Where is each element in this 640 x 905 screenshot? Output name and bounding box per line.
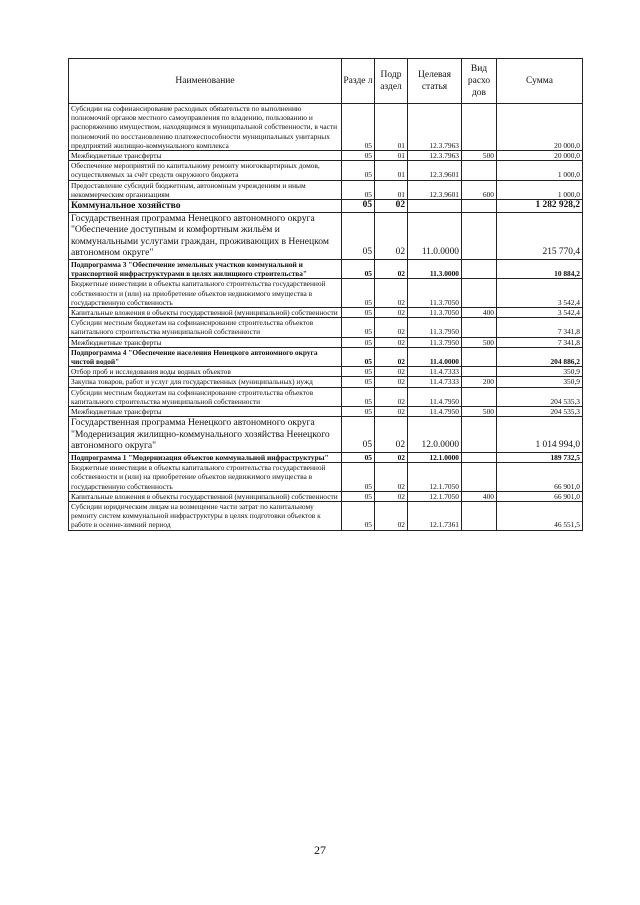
cell-name: Бюджетные инвестиции в объекты капитального строительства государственной собственности и (или) на приобретение объектов недвижимого имущества в государственную собственность — [69, 463, 342, 492]
cell-sum: 215 770,4 — [497, 212, 583, 259]
cell-vid — [462, 453, 497, 463]
cell-sum: 1 282 928,2 — [497, 200, 583, 213]
table-row — [69, 367, 583, 377]
table-row — [69, 318, 583, 337]
cell-podrazdel: 02 — [375, 387, 408, 406]
cell-razdel: 05 — [342, 279, 375, 308]
table-row — [69, 387, 583, 406]
table-row — [69, 279, 583, 308]
cell-vid — [462, 212, 497, 259]
cell-vid: 200 — [462, 377, 497, 387]
cell-vid — [462, 161, 497, 180]
cell-target: 12.1.7050 — [408, 463, 462, 492]
table-body — [69, 104, 583, 531]
table-row — [69, 337, 583, 347]
cell-podrazdel: 02 — [375, 347, 408, 366]
table-row — [69, 377, 583, 387]
cell-target: 11.4.7333 — [408, 377, 462, 387]
cell-vid — [462, 260, 497, 279]
cell-podrazdel: 01 — [375, 104, 408, 151]
cell-target: 11.3.7050 — [408, 279, 462, 308]
cell-target: 12.1.0000 — [408, 453, 462, 463]
cell-razdel: 05 — [342, 407, 375, 417]
cell-sum: 20 000,0 — [497, 151, 583, 161]
cell-razdel: 05 — [342, 347, 375, 366]
col-header-podrazdel: Подр аздел — [375, 59, 408, 104]
cell-vid: 600 — [462, 180, 497, 199]
cell-razdel: 05 — [342, 200, 375, 213]
cell-target: 12.3.7963 — [408, 151, 462, 161]
table-row — [69, 463, 583, 492]
cell-sum: 46 551,5 — [497, 502, 583, 531]
cell-vid — [462, 347, 497, 366]
cell-podrazdel: 02 — [375, 417, 408, 453]
cell-podrazdel: 02 — [375, 337, 408, 347]
cell-vid — [462, 200, 497, 213]
table-row — [69, 308, 583, 318]
cell-name: Предоставление субсидий бюджетным, автономным учреждениям и иным некоммерческим организациям — [69, 180, 342, 199]
cell-sum: 204 535,3 — [497, 407, 583, 417]
col-header-sum: Сумма — [497, 59, 583, 104]
cell-razdel: 05 — [342, 491, 375, 501]
cell-vid — [462, 387, 497, 406]
cell-name: Субсидии местным бюджетам на софинансирование строительства объектов капитального строительства муниципальной собственности — [69, 318, 342, 337]
cell-razdel: 05 — [342, 417, 375, 453]
cell-vid — [462, 502, 497, 531]
cell-podrazdel: 01 — [375, 161, 408, 180]
cell-sum: 204 535,3 — [497, 387, 583, 406]
cell-razdel: 05 — [342, 463, 375, 492]
cell-name: Государственная программа Ненецкого автономного округа "Обеспечение доступным и комфортным жильём и коммунальными услугами граждан, проживающих в Ненецком автономном округе" — [69, 212, 342, 259]
cell-razdel: 05 — [342, 453, 375, 463]
cell-name: Бюджетные инвестиции в объекты капитального строительства государственной собственности и (или) на приобретение объектов недвижимого имущества в государственную собственность — [69, 279, 342, 308]
table-row — [69, 502, 583, 531]
cell-name: Коммунальное хозяйство — [69, 200, 342, 213]
cell-name: Субсидии юридическим лицам на возмещение части затрат по капитальному ремонту систем коммунальной инфраструктуры в целях подготовки объектов к работе в осенне-зимний период — [69, 502, 342, 531]
cell-vid: 500 — [462, 151, 497, 161]
cell-vid: 500 — [462, 407, 497, 417]
cell-name: Капитальные вложения в объекты государственной (муниципальной) собственности — [69, 308, 342, 318]
cell-target — [408, 200, 462, 213]
cell-target: 12.0.0000 — [408, 417, 462, 453]
cell-target: 11.3.7950 — [408, 337, 462, 347]
col-header-razdel: Разде л — [342, 59, 375, 104]
cell-name: Межбюджетные трансферты — [69, 337, 342, 347]
cell-razdel: 05 — [342, 151, 375, 161]
cell-target: 12.3.7963 — [408, 104, 462, 151]
cell-target: 12.1.7361 — [408, 502, 462, 531]
table-row — [69, 200, 583, 213]
cell-target: 11.0.0000 — [408, 212, 462, 259]
cell-target: 11.4.0000 — [408, 347, 462, 366]
table-row — [69, 161, 583, 180]
cell-podrazdel: 02 — [375, 367, 408, 377]
cell-name: Межбюджетные трансферты — [69, 407, 342, 417]
cell-razdel: 05 — [342, 318, 375, 337]
table-row — [69, 453, 583, 463]
cell-sum: 3 542,4 — [497, 308, 583, 318]
cell-razdel: 05 — [342, 180, 375, 199]
cell-razdel: 05 — [342, 260, 375, 279]
budget-table — [68, 58, 583, 531]
cell-target: 12.3.9601 — [408, 180, 462, 199]
cell-podrazdel: 02 — [375, 407, 408, 417]
cell-name: Подпрограмма 1 "Модернизация объектов коммунальной инфраструктуры" — [69, 453, 342, 463]
cell-sum: 20 000,0 — [497, 104, 583, 151]
cell-vid: 400 — [462, 491, 497, 501]
cell-sum: 1 000,0 — [497, 161, 583, 180]
cell-sum: 350,9 — [497, 367, 583, 377]
cell-razdel: 05 — [342, 377, 375, 387]
cell-vid — [462, 367, 497, 377]
cell-razdel: 05 — [342, 337, 375, 347]
table-row — [69, 417, 583, 453]
cell-name: Капитальные вложения в объекты государственной (муниципальной) собственности — [69, 491, 342, 501]
cell-razdel: 05 — [342, 387, 375, 406]
cell-sum: 7 341,8 — [497, 318, 583, 337]
cell-podrazdel: 02 — [375, 463, 408, 492]
cell-podrazdel: 01 — [375, 180, 408, 199]
cell-sum: 1 000,0 — [497, 180, 583, 199]
cell-name: Обеспечение мероприятий по капитальному ремонту многоквартирных домов, осуществляемых за счёт средств окружного бюджета — [69, 161, 342, 180]
cell-vid: 500 — [462, 337, 497, 347]
cell-target: 12.1.7050 — [408, 491, 462, 501]
cell-vid — [462, 318, 497, 337]
table-row — [69, 260, 583, 279]
cell-sum: 10 884,2 — [497, 260, 583, 279]
cell-razdel: 05 — [342, 104, 375, 151]
cell-name: Межбюджетные трансферты — [69, 151, 342, 161]
cell-razdel: 05 — [342, 212, 375, 259]
cell-name: Подпрограмма 3 "Обеспечение земельных участков коммунальной и транспортной инфраструктурами в целях жилищного строительства" — [69, 260, 342, 279]
cell-vid: 400 — [462, 308, 497, 318]
cell-vid — [462, 463, 497, 492]
table-row — [69, 347, 583, 366]
cell-podrazdel: 02 — [375, 491, 408, 501]
cell-podrazdel: 02 — [375, 279, 408, 308]
cell-target: 12.3.9601 — [408, 161, 462, 180]
table-row — [69, 104, 583, 151]
cell-podrazdel: 02 — [375, 502, 408, 531]
cell-vid — [462, 104, 497, 151]
cell-podrazdel: 02 — [375, 453, 408, 463]
cell-sum: 66 901,0 — [497, 491, 583, 501]
col-header-name: Наименование — [69, 59, 342, 104]
cell-target: 11.3.7050 — [408, 308, 462, 318]
cell-podrazdel: 02 — [375, 308, 408, 318]
cell-target: 11.3.0000 — [408, 260, 462, 279]
cell-razdel: 05 — [342, 367, 375, 377]
cell-podrazdel: 02 — [375, 318, 408, 337]
cell-sum: 66 901,0 — [497, 463, 583, 492]
cell-sum: 7 341,8 — [497, 337, 583, 347]
cell-target: 11.4.7950 — [408, 387, 462, 406]
table-row — [69, 151, 583, 161]
cell-name: Отбор проб и исследования воды водных объектов — [69, 367, 342, 377]
cell-razdel: 05 — [342, 161, 375, 180]
col-header-vid: Вид расхо дов — [462, 59, 497, 104]
cell-name: Субсидии местным бюджетам на софинансирование строительства объектов капитального строительства муниципальной собственности — [69, 387, 342, 406]
cell-sum: 189 732,5 — [497, 453, 583, 463]
cell-vid — [462, 417, 497, 453]
cell-target: 11.3.7950 — [408, 318, 462, 337]
cell-target: 11.4.7333 — [408, 367, 462, 377]
table-row — [69, 491, 583, 501]
cell-razdel: 05 — [342, 502, 375, 531]
table-row — [69, 180, 583, 199]
col-header-target: Целевая статья — [408, 59, 462, 104]
cell-name: Подпрограмма 4 "Обеспечение населения Ненецкого автономного округа чистой водой" — [69, 347, 342, 366]
cell-sum: 350,9 — [497, 377, 583, 387]
table-row — [69, 212, 583, 259]
cell-sum: 3 542,4 — [497, 279, 583, 308]
table-row — [69, 407, 583, 417]
cell-name: Закупка товаров, работ и услуг для государственных (муниципальных) нужд — [69, 377, 342, 387]
cell-sum: 204 886,2 — [497, 347, 583, 366]
cell-razdel: 05 — [342, 308, 375, 318]
cell-podrazdel: 02 — [375, 212, 408, 259]
cell-sum: 1 014 994,0 — [497, 417, 583, 453]
cell-podrazdel: 02 — [375, 377, 408, 387]
cell-vid — [462, 279, 497, 308]
table-header-row — [69, 59, 583, 104]
cell-name: Субсидии на софинансирование расходных обязательств по выполнению полномочий органов местного самоуправления по владению, пользованию и распоряжению имуществом, находящимся в муниципальной собственности, в части полномочий по восстановлению платежеспособности муниципальных унитарных предприятий жилищно-коммунального комплекса — [69, 104, 342, 151]
cell-podrazdel: 02 — [375, 200, 408, 213]
cell-name: Государственная программа Ненецкого автономного округа "Модернизация жилищно-коммунального хозяйства Ненецкого автономного округа" — [69, 417, 342, 453]
page-number: 27 — [314, 843, 326, 857]
cell-target: 11.4.7950 — [408, 407, 462, 417]
cell-podrazdel: 02 — [375, 260, 408, 279]
cell-podrazdel: 01 — [375, 151, 408, 161]
